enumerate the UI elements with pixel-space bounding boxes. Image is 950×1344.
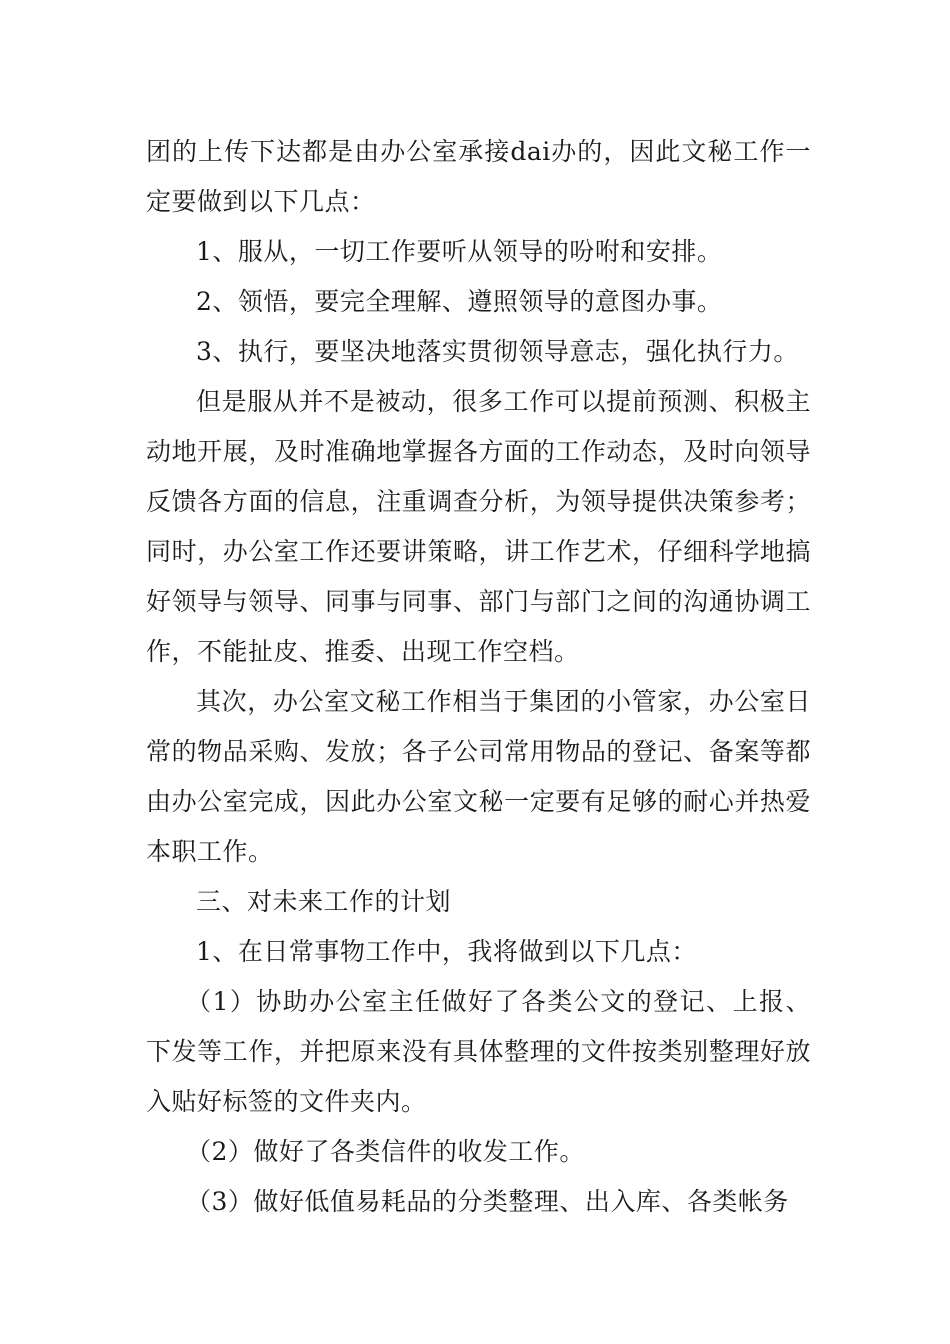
list-item-obey: 1、服从，一切工作要听从领导的吩咐和安排。: [196, 237, 723, 266]
paragraph-housekeeper: 其次，办公室文秘工作相当于集团的小管家，办公室日常的物品采购、发放；各子公司常用物品的登记、备案等都由办公室完成，因此办公室文秘一定要有足够的耐心并热爱本职工作。: [146, 687, 811, 866]
document-body: [146, 127, 811, 1227]
paragraph-initiative: 但是服从并不是被动，很多工作可以提前预测、积极主动地开展，及时准确地掌握各方面的工作动态，及时向领导反馈各方面的信息，注重调查分析，为领导提供决策参考；同时，办公室工作还要讲策略，讲工作艺术，仔细科学地搞好领导与领导、同事与同事、部门与部门之间的沟通协调工作，不能扯皮、推委、出现工作空档。: [146, 387, 811, 666]
sub-item-documents: （1）协助办公室主任做好了各类公文的登记、上报、下发等工作，并把原来没有具体整理的文件按类别整理好放入贴好标签的文件夹内。: [146, 987, 811, 1116]
list-item-daily-work: 1、在日常事物工作中，我将做到以下几点：: [196, 937, 697, 966]
sub-item-supplies: （3）做好低值易耗品的分类整理、出入库、各类帐务: [186, 1187, 789, 1216]
paragraph-continuation: 团的上传下达都是由办公室承接dai办的，因此文秘工作一定要做到以下几点：: [146, 137, 811, 216]
list-item-understand: 2、领悟，要完全理解、遵照领导的意图办事。: [196, 287, 723, 316]
sub-item-mail: （2）做好了各类信件的收发工作。: [186, 1137, 585, 1166]
list-item-execute: 3、执行，要坚决地落实贯彻领导意志，强化执行力。: [196, 337, 799, 366]
section-heading-future-plan: 三、对未来工作的计划: [196, 887, 452, 916]
